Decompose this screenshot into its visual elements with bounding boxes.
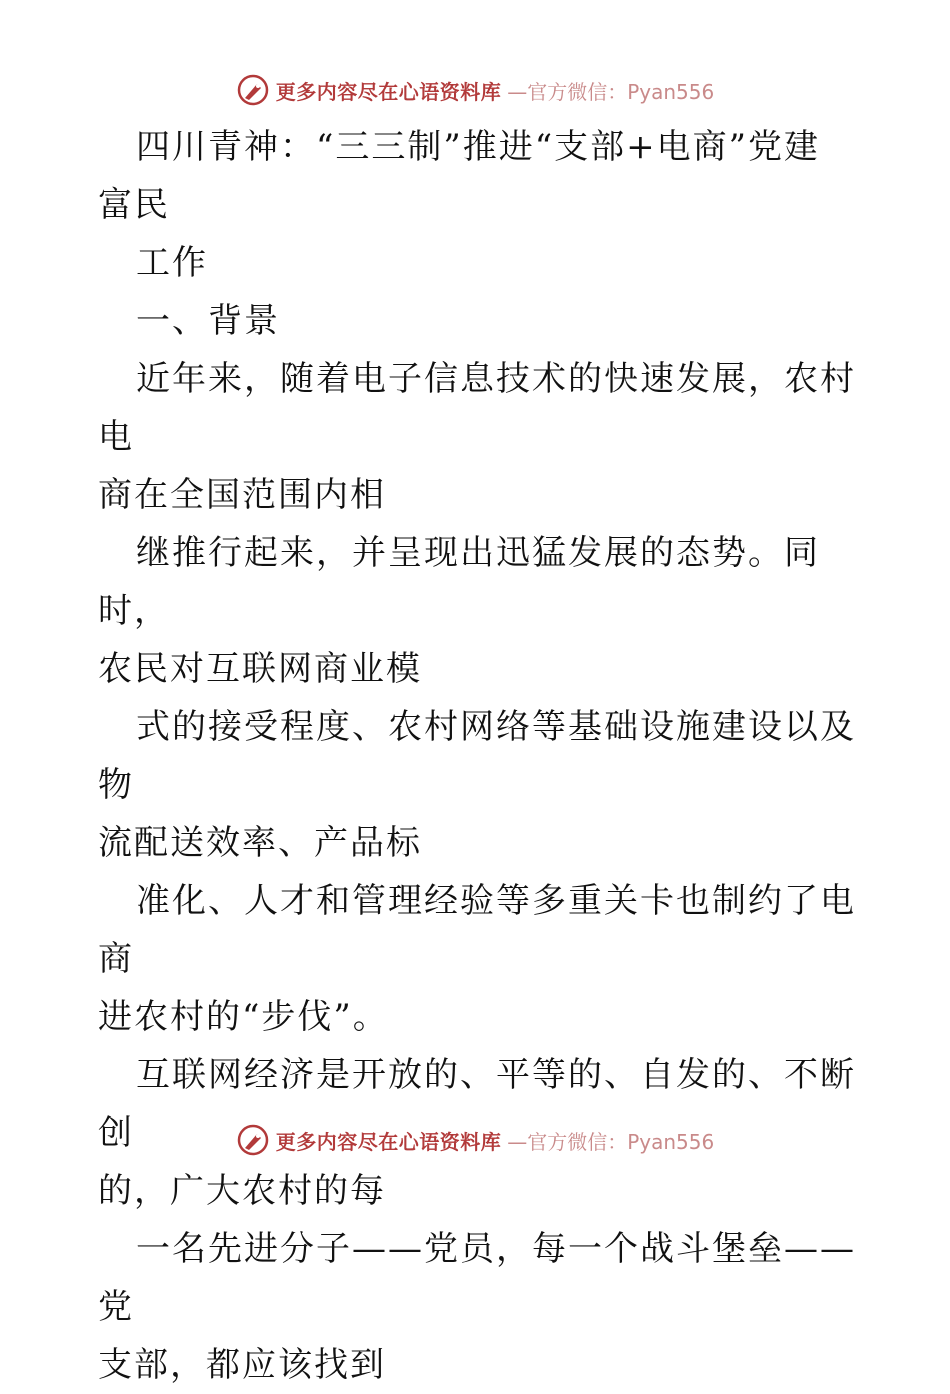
paragraph: 一名先进分子——党员，每一个战斗堡垒——党 支部，都应该找到 <box>98 1229 856 1385</box>
watermark-brand: 更多内容尽在心语资料库 <box>275 1129 502 1154</box>
paragraph: 继推行起来，并呈现出迅猛发展的态势。同时， 农民对互联网商业模 <box>98 533 820 689</box>
paragraph: 互联网经济是开放的、平等的、自发的、不断创 的，广大农村的每 <box>98 1055 856 1211</box>
paragraph: 近年来，随着电子信息技术的快速发展，农村电 商在全国范围内相 <box>98 359 856 515</box>
paragraph: 准化、人才和管理经验等多重关卡也制约了电商 进农村的“步伐”。 <box>98 881 856 1037</box>
document-body <box>98 118 858 1394</box>
doc-title: 四川青神：“三三制”推进“支部+电商”党建 富民 <box>98 127 821 225</box>
doc-title-continued: 工作 <box>136 243 208 283</box>
section-heading: 一、背景 <box>136 301 280 341</box>
watermark-brand: 更多内容尽在心语资料库 <box>275 79 502 104</box>
header-watermark <box>0 70 950 110</box>
watermark-contact: —官方微信：Pyan556 <box>507 79 715 104</box>
pen-nib-logo-icon <box>236 1123 270 1157</box>
footer-watermark <box>0 1120 950 1160</box>
pen-nib-logo-icon <box>236 73 270 107</box>
watermark-contact: —官方微信：Pyan556 <box>507 1129 715 1154</box>
paragraph: 式的接受程度、农村网络等基础设施建设以及物 流配送效率、产品标 <box>98 707 856 863</box>
